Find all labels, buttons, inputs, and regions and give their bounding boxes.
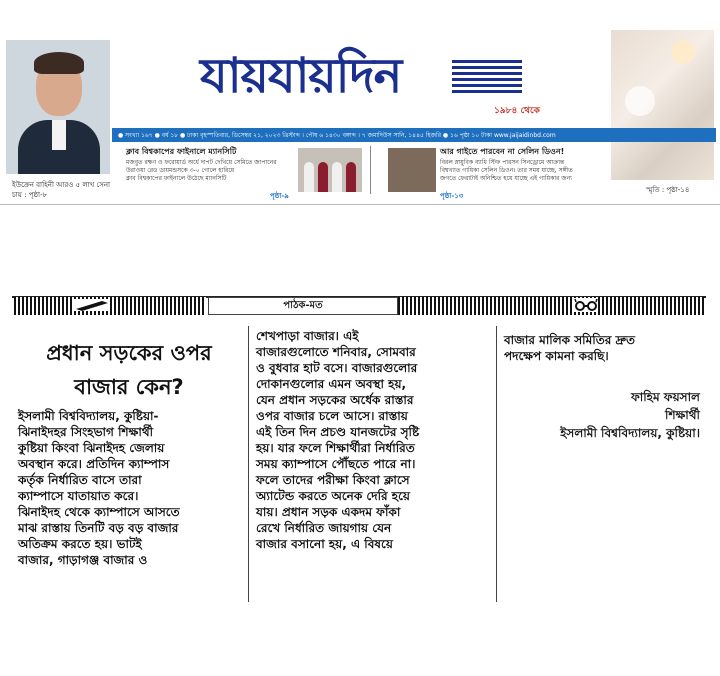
masthead-bottom-rule xyxy=(0,204,720,205)
text-line: ফলে তাদের পরীক্ষা কিংবা ক্লাসে xyxy=(256,473,410,487)
promo-text-line: বিরল স্নায়ুবিক ব্যাধি স্টিফ পারসন সিনড্রোমে আক্রান্ত xyxy=(440,159,565,166)
author-signature xyxy=(504,388,700,442)
article-headline xyxy=(16,336,242,404)
promo-page-ref[interactable]: পৃষ্ঠা-১৩ xyxy=(440,192,464,200)
portrait-caption: ইউক্রেন বাহিনী আরও ৫ লাখ সেনা চায় : পৃষ্ঠা-৮ xyxy=(12,181,111,199)
singer-photo xyxy=(388,148,436,192)
text-line: দোকানগুলোর এমন অবস্থা হয়, xyxy=(256,377,407,391)
column-divider xyxy=(496,326,497,602)
text-line: কুষ্টিয়া কিংবা ঝিনাইদহ জেলায় xyxy=(18,441,165,455)
text-line: মাঝ রাস্তায় তিনটি বড় বড় বাজার xyxy=(18,521,179,535)
promo-text-line: বিশ্বখ্যাত গায়িকা সেলিন ডিওন। তার সময় যাচ্ছে, সঙ্গীত xyxy=(440,167,573,174)
text-line: কর্তৃক নির্ধারিত বাসে তারা xyxy=(18,473,142,487)
newspaper-masthead xyxy=(0,0,720,205)
text-line: সময় ক্যাম্পাসে পৌঁছতে পারে না। xyxy=(256,457,416,471)
section-label: পাঠক-মত xyxy=(208,297,398,315)
promo-page-ref[interactable]: পৃষ্ঠা-৯ xyxy=(270,192,289,200)
text-line: পদক্ষেপ কামনা করছি। xyxy=(504,349,609,363)
column-divider xyxy=(248,326,249,602)
promo-title: ক্লাব বিশ্বকাপের ফাইনালে ম্যানসিটি xyxy=(126,147,237,156)
text-line: ঝিনাইদহর সিংহভাগ শিক্ষার্থী xyxy=(18,425,154,439)
text-line: হয়। যার ফলে শিক্ষার্থীরা নির্ধারিত xyxy=(256,441,415,455)
article-column-1 xyxy=(18,408,242,568)
text-line: অ্যাটেন্ড করতে অনেক দেরি হয়ে xyxy=(256,489,411,503)
promo-entertainment[interactable] xyxy=(440,146,606,196)
text-line: এই তিন দিন প্রচণ্ড যানজটের সৃষ্টি xyxy=(256,425,420,439)
text-line: ইসলামী বিশ্ববিদ্যালয়, কুষ্টিয়া- xyxy=(18,409,159,423)
promo-text-line: ক্লাব বিশ্বকাপের ফাইনালে উঠেছে ম্যানসিটি xyxy=(126,175,227,182)
right-photo-caption: স্মৃতি : পৃষ্ঠা-১৪ xyxy=(646,186,690,194)
text-line: বাজারগুলোতে শনিবার, সোমবার xyxy=(256,345,416,359)
author-role: শিক্ষার্থী xyxy=(665,408,700,422)
since-year-tag: ১৯৮৪ থেকে xyxy=(494,106,540,116)
promo-divider xyxy=(370,146,371,194)
text-line: ক্যাম্পাসে যাতায়াত করে। xyxy=(18,489,139,503)
text-line: ওপর বাজার চলে আসে। রাস্তায় xyxy=(256,409,408,423)
pen-icon xyxy=(74,299,110,311)
football-photo xyxy=(298,148,362,192)
text-line: রেখে নির্ধারিত জায়গায় যেন xyxy=(256,521,392,535)
promo-sports[interactable] xyxy=(126,146,294,196)
headline-line: প্রধান সড়কের ওপর xyxy=(46,341,212,365)
article-column-3 xyxy=(504,332,704,364)
dateline-bar xyxy=(112,128,716,142)
right-teaser-photo xyxy=(611,30,714,180)
text-line: বাজার, গাড়াগঞ্জ বাজার ও xyxy=(18,553,148,567)
dateline-text: ● সংখ্যা ১৬৭ ● বর্ষ ১৮ ● ঢাকা বৃহস্পতিবার, ডিসেম্বর ২১, ২০২৩ খ্রিস্টাব্দ । পৌষ ৬ ১৪৩০ বঙ্গাব্দ । ৭ জমাদিউস সানি, ১৪৪৫ হিজরি ● ১৬ পৃষ্ঠা ১০ টাকা www.jaijaidinbd.com xyxy=(118,132,556,139)
front-page-portrait-photo xyxy=(6,40,110,174)
author-name: ফাহিম ফয়সাল xyxy=(630,390,700,404)
text-line: শেখপাড়া বাজার। এই xyxy=(256,329,359,343)
hatch-left xyxy=(14,297,206,315)
section-header-bar xyxy=(14,297,708,319)
text-line: বাজার মালিক সমিতির দ্রুত xyxy=(504,333,636,347)
text-line: যেন প্রধান সড়কের অর্ধেক রাস্তার xyxy=(256,393,414,407)
glasses-icon xyxy=(574,298,598,312)
hatch-right xyxy=(398,297,704,315)
logo-stripes xyxy=(452,60,522,104)
text-line: অতিক্রম করতে হয়। ভাটই xyxy=(18,537,142,551)
newspaper-logo: যায়যায়দিন xyxy=(200,48,402,104)
headline-line: বাজার কেন? xyxy=(74,375,184,399)
text-line: যায়। প্রধান সড়ক একদম ফাঁকা xyxy=(256,505,401,519)
promo-title: আর গাইতে পারবেন না সেলিন ডিওন! xyxy=(440,147,565,156)
author-affiliation: ইসলামী বিশ্ববিদ্যালয়, কুষ্টিয়া। xyxy=(560,426,700,440)
promo-text-line: মজবুত রক্ষণ ও ফরোয়ার্ড অর্ধে দাপট দেখিয়ে সেমিতে জাপানের xyxy=(126,159,277,166)
promo-text-line: উরাওয়া রেড ডায়মন্ডসকে ৩-০ গোলে হারিয়ে xyxy=(126,167,235,174)
promo-text-line: জগতে ফেরাটাই অনিশ্চিত হয়ে যাচ্ছে এই গায়িকার জন্য xyxy=(440,175,572,182)
text-line: অবস্থান করে। প্রতিদিন ক্যাম্পাস xyxy=(18,457,170,471)
text-line: ও বুধবার হাট বসে। বাজারগুলোর xyxy=(256,361,418,375)
article-column-2 xyxy=(256,328,492,552)
text-line: বাজার বসানো হয়, এ বিষয়ে xyxy=(256,537,393,551)
text-line: ঝিনাইদহ থেকে ক্যাম্পাসে আসতে xyxy=(18,505,180,519)
